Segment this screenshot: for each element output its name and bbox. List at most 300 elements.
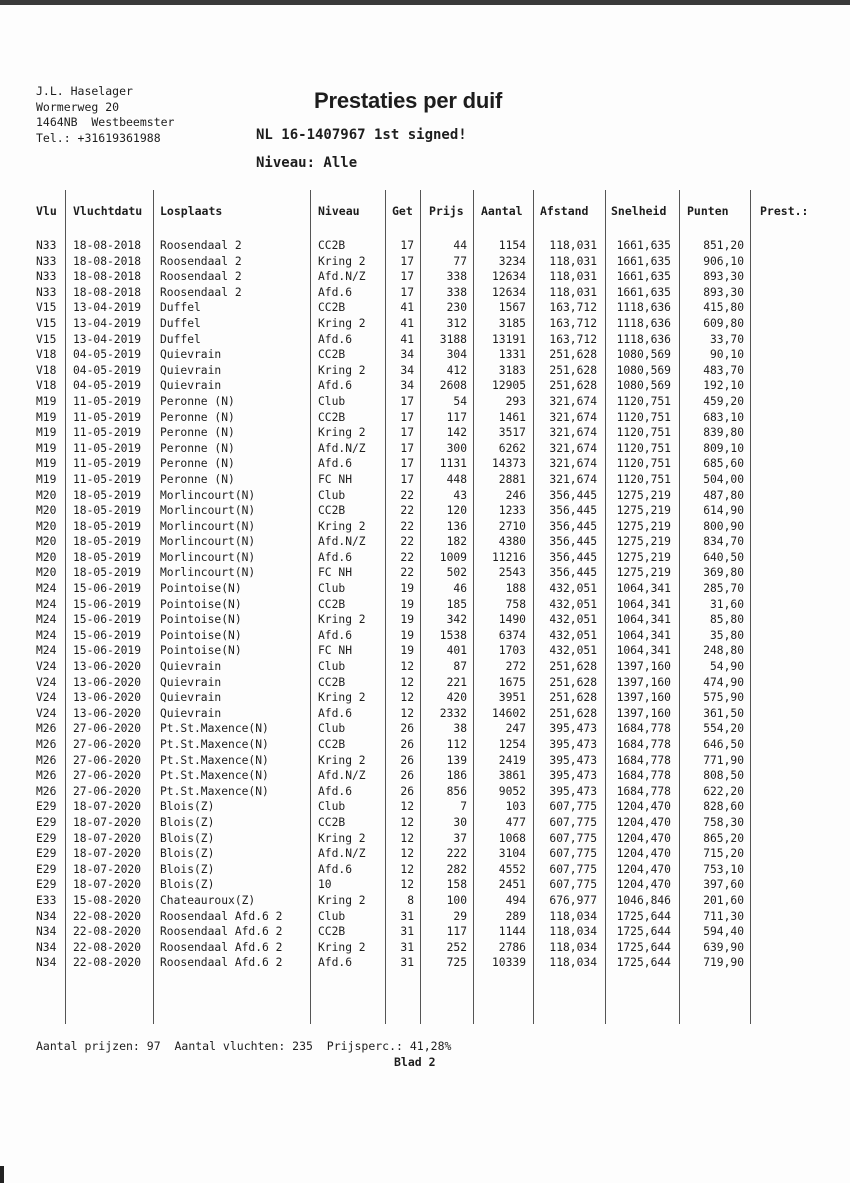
cell-flight-code: N34 [36,940,57,954]
cell-participants: 1567 [498,301,526,315]
cell-points: 285,70 [703,582,744,596]
cell-level: FC NH [318,472,353,486]
cell-points: 851,20 [703,239,744,252]
cell-flight-code: E29 [36,878,57,892]
cell-release-site: Blois(Z) [160,831,215,845]
cell-points: 575,90 [703,691,744,705]
cell-distance: 395,473 [549,784,597,798]
cell-distance: 321,674 [549,426,597,440]
cell-basketed-count: 17 [400,441,414,455]
cell-points: 622,20 [703,784,744,798]
cell-level: CC2B [318,597,346,611]
cell-level: Afd.6 [318,706,353,720]
cell-release-site: Duffel [160,301,201,315]
cell-basketed-count: 12 [400,675,414,689]
cell-flight-date: 22-08-2020 [73,940,142,954]
table-row [0,441,850,457]
cell-flight-date: 13-06-2020 [73,706,142,720]
table-row [0,690,850,706]
cell-prize-rank: 338 [446,285,467,299]
table-row [0,737,850,753]
header-aantal: Aantal [481,204,523,218]
cell-prize-rank: 412 [446,363,467,377]
cell-level: Club [318,722,346,736]
level-filter: Niveau: Alle [256,155,358,171]
cell-participants: 12634 [491,285,526,299]
cell-participants: 3861 [498,769,526,783]
cell-participants: 758 [505,597,526,611]
cell-level: Afd.N/Z [318,535,366,549]
table-row [0,815,850,831]
cell-participants: 12634 [491,270,526,284]
cell-flight-date: 11-05-2019 [73,441,142,455]
cell-flight-code: E33 [36,893,57,907]
table-row [0,332,850,348]
table-row [0,425,850,441]
cell-flight-code: M20 [36,550,57,564]
cell-distance: 118,034 [549,956,597,970]
cell-flight-code: E29 [36,862,57,876]
cell-points: 828,60 [703,800,744,814]
owner-address [36,84,174,146]
cell-release-site: Morlincourt(N) [160,535,256,549]
cell-flight-code: V18 [36,348,57,362]
cell-points: 192,10 [703,379,744,393]
cell-points: 554,20 [703,722,744,736]
cell-prize-rank: 725 [446,956,467,970]
cell-level: Afd.6 [318,285,353,299]
cell-flight-code: V24 [36,706,57,720]
cell-participants: 494 [505,893,526,907]
cell-basketed-count: 26 [400,753,414,767]
cell-basketed-count: 17 [400,394,414,408]
cell-level: Afd.N/Z [318,847,366,861]
cell-flight-date: 11-05-2019 [73,472,142,486]
table-row [0,254,850,270]
cell-speed: 1275,219 [616,550,671,564]
cell-release-site: Peronne (N) [160,426,235,440]
results-table [0,238,850,971]
cell-flight-code: E29 [36,800,57,814]
cell-flight-date: 18-05-2019 [73,535,142,549]
cell-level: CC2B [318,738,346,751]
cell-basketed-count: 34 [400,363,414,377]
cell-level: Kring 2 [318,519,366,533]
cell-distance: 251,628 [549,691,597,705]
cell-participants: 103 [505,800,526,814]
cell-prize-rank: 2608 [439,379,467,393]
cell-flight-code: V24 [36,675,57,689]
cell-flight-code: V24 [36,660,57,674]
cell-distance: 321,674 [549,441,597,455]
table-row [0,706,850,722]
cell-basketed-count: 31 [400,925,414,939]
cell-basketed-count: 34 [400,348,414,362]
cell-flight-date: 27-06-2020 [73,738,142,751]
cell-basketed-count: 22 [400,550,414,564]
cell-flight-code: E29 [36,847,57,861]
cell-flight-date: 13-06-2020 [73,691,142,705]
cell-speed: 1120,751 [616,394,671,408]
cell-participants: 272 [505,660,526,674]
cell-speed: 1661,635 [616,254,671,268]
cell-prize-rank: 30 [453,815,467,829]
cell-speed: 1275,219 [616,535,671,549]
cell-level: CC2B [318,348,346,362]
cell-distance: 251,628 [549,379,597,393]
owner-name: J.L. Haselager [36,84,133,98]
cell-release-site: Quievrain [160,379,222,393]
cell-distance: 356,445 [549,550,597,564]
cell-basketed-count: 12 [400,706,414,720]
cell-speed: 1397,160 [616,675,671,689]
cell-flight-code: M24 [36,644,57,658]
cell-speed: 1725,644 [616,925,671,939]
cell-distance: 432,051 [549,613,597,627]
cell-prize-rank: 120 [446,504,467,518]
cell-basketed-count: 12 [400,815,414,829]
cell-release-site: Morlincourt(N) [160,566,256,580]
cell-speed: 1204,470 [616,862,671,876]
table-row [0,550,850,566]
cell-points: 614,90 [703,504,744,518]
cell-prize-rank: 100 [446,893,467,907]
cell-participants: 2786 [498,940,526,954]
cell-basketed-count: 41 [400,316,414,330]
table-row [0,269,850,285]
cell-points: 483,70 [703,363,744,377]
cell-basketed-count: 12 [400,831,414,845]
cell-distance: 395,473 [549,769,597,783]
cell-speed: 1080,569 [616,348,671,362]
cell-distance: 356,445 [549,504,597,518]
cell-distance: 251,628 [549,363,597,377]
cell-level: Afd.6 [318,457,353,471]
cell-basketed-count: 17 [400,254,414,268]
cell-basketed-count: 19 [400,628,414,642]
page-number: Blad 2 [394,1055,436,1069]
cell-flight-code: M24 [36,613,57,627]
cell-distance: 163,712 [549,301,597,315]
cell-distance: 356,445 [549,535,597,549]
cell-prize-rank: 117 [446,410,467,424]
cell-prize-rank: 182 [446,535,467,549]
table-row [0,347,850,363]
cell-release-site: Chateauroux(Z) [160,893,256,907]
table-row [0,768,850,784]
cell-prize-rank: 1131 [439,457,467,471]
cell-participants: 6262 [498,441,526,455]
cell-flight-code: N34 [36,925,57,939]
cell-level: Afd.N/Z [318,441,366,455]
cell-speed: 1725,644 [616,940,671,954]
cell-participants: 6374 [498,628,526,642]
cell-participants: 12905 [491,379,526,393]
cell-speed: 1684,778 [616,722,671,736]
cell-points: 594,40 [703,925,744,939]
cell-points: 487,80 [703,488,744,502]
cell-flight-code: N33 [36,270,57,284]
owner-street: Wormerweg 20 [36,99,120,114]
table-row [0,955,850,971]
cell-release-site: Roosendaal 2 [160,285,242,299]
cell-basketed-count: 26 [400,769,414,783]
header-get: Get [392,204,413,218]
table-row [0,472,850,488]
cell-release-site: Roosendaal 2 [160,270,242,284]
cell-basketed-count: 26 [400,722,414,736]
cell-level: CC2B [318,239,346,252]
cell-speed: 1204,470 [616,847,671,861]
cell-prize-rank: 448 [446,472,467,486]
cell-points: 865,20 [703,831,744,845]
cell-basketed-count: 17 [400,457,414,471]
cell-speed: 1064,341 [616,644,671,658]
cell-distance: 607,775 [549,815,597,829]
cell-release-site: Quievrain [160,363,222,377]
cell-participants: 1490 [498,613,526,627]
cell-flight-code: M20 [36,488,57,502]
table-row [0,893,850,909]
cell-release-site: Peronne (N) [160,410,235,424]
cell-flight-date: 18-05-2019 [73,519,142,533]
cell-speed: 1064,341 [616,613,671,627]
cell-flight-date: 18-08-2018 [73,270,142,284]
table-row [0,285,850,301]
cell-distance: 395,473 [549,722,597,736]
cell-participants: 247 [505,722,526,736]
cell-prize-rank: 1538 [439,628,467,642]
cell-basketed-count: 31 [400,956,414,970]
cell-points: 906,10 [703,254,744,268]
cell-level: Kring 2 [318,831,366,845]
cell-release-site: Peronne (N) [160,441,235,455]
cell-participants: 4552 [498,862,526,876]
cell-points: 90,10 [709,348,744,362]
cell-prize-rank: 158 [446,878,467,892]
cell-points: 369,80 [703,566,744,580]
cell-flight-date: 27-06-2020 [73,769,142,783]
cell-participants: 4380 [498,535,526,549]
table-row [0,659,850,675]
cell-flight-date: 22-08-2020 [73,956,142,970]
table-row [0,831,850,847]
cell-flight-date: 27-06-2020 [73,784,142,798]
cell-distance: 118,034 [549,909,597,923]
cell-points: 771,90 [703,753,744,767]
cell-distance: 607,775 [549,862,597,876]
cell-basketed-count: 17 [400,410,414,424]
cell-prize-rank: 112 [446,738,467,751]
cell-participants: 3185 [498,316,526,330]
cell-release-site: Pt.St.Maxence(N) [160,722,269,736]
cell-flight-date: 18-07-2020 [73,800,142,814]
cell-participants: 2451 [498,878,526,892]
cell-prize-rank: 139 [446,753,467,767]
cell-level: Kring 2 [318,426,366,440]
table-row [0,643,850,659]
cell-prize-rank: 29 [453,909,467,923]
cell-participants: 1703 [498,644,526,658]
table-row [0,784,850,800]
cell-speed: 1397,160 [616,660,671,674]
cell-speed: 1725,644 [616,956,671,970]
cell-speed: 1684,778 [616,784,671,798]
cell-flight-date: 18-07-2020 [73,831,142,845]
header-afstand: Afstand [540,204,589,218]
cell-points: 474,90 [703,675,744,689]
cell-level: Club [318,800,346,814]
cell-participants: 1144 [498,925,526,939]
cell-speed: 1275,219 [616,488,671,502]
cell-basketed-count: 31 [400,940,414,954]
cell-participants: 2710 [498,519,526,533]
cell-points: 808,50 [703,769,744,783]
cell-level: CC2B [318,815,346,829]
cell-flight-date: 18-08-2018 [73,285,142,299]
cell-basketed-count: 22 [400,519,414,533]
cell-release-site: Blois(Z) [160,847,215,861]
table-row [0,316,850,332]
cell-participants: 10339 [491,956,526,970]
cell-flight-code: M24 [36,628,57,642]
cell-flight-code: M20 [36,519,57,533]
cell-release-site: Quievrain [160,675,222,689]
cell-speed: 1397,160 [616,706,671,720]
cell-basketed-count: 17 [400,472,414,486]
cell-flight-code: N33 [36,285,57,299]
cell-prize-rank: 282 [446,862,467,876]
cell-basketed-count: 31 [400,909,414,923]
cell-level: Kring 2 [318,893,366,907]
cell-distance: 432,051 [549,628,597,642]
cell-release-site: Morlincourt(N) [160,550,256,564]
cell-prize-rank: 222 [446,847,467,861]
cell-basketed-count: 41 [400,332,414,346]
cell-points: 809,10 [703,441,744,455]
cell-participants: 9052 [498,784,526,798]
cell-distance: 118,031 [549,285,597,299]
cell-release-site: Roosendaal Afd.6 2 [160,956,283,970]
cell-points: 834,70 [703,535,744,549]
cell-points: 85,80 [709,613,744,627]
cell-distance: 321,674 [549,410,597,424]
cell-level: Kring 2 [318,363,366,377]
cell-distance: 356,445 [549,488,597,502]
cell-release-site: Pointoise(N) [160,582,242,596]
table-row [0,238,850,254]
cell-flight-code: M19 [36,457,57,471]
cell-speed: 1120,751 [616,441,671,455]
cell-speed: 1118,636 [616,316,671,330]
cell-prize-rank: 420 [446,691,467,705]
table-row [0,503,850,519]
scan-top-edge [0,0,850,5]
cell-distance: 607,775 [549,878,597,892]
cell-flight-code: V15 [36,301,57,315]
cell-speed: 1275,219 [616,519,671,533]
cell-release-site: Peronne (N) [160,457,235,471]
cell-basketed-count: 12 [400,800,414,814]
cell-distance: 321,674 [549,472,597,486]
cell-speed: 1120,751 [616,472,671,486]
cell-level: Afd.6 [318,784,353,798]
cell-flight-code: M24 [36,597,57,611]
cell-flight-code: M20 [36,504,57,518]
cell-flight-code: M26 [36,738,57,751]
cell-speed: 1661,635 [616,270,671,284]
cell-prize-rank: 142 [446,426,467,440]
cell-prize-rank: 312 [446,316,467,330]
cell-release-site: Roosendaal Afd.6 2 [160,909,283,923]
cell-flight-date: 15-06-2019 [73,644,142,658]
cell-speed: 1204,470 [616,815,671,829]
table-row [0,675,850,691]
cell-distance: 432,051 [549,597,597,611]
cell-release-site: Pt.St.Maxence(N) [160,784,269,798]
cell-release-site: Quievrain [160,660,222,674]
cell-flight-date: 13-06-2020 [73,660,142,674]
cell-level: Afd.6 [318,956,353,970]
table-row [0,581,850,597]
cell-flight-code: N33 [36,239,57,252]
cell-points: 415,80 [703,301,744,315]
cell-flight-date: 18-08-2018 [73,254,142,268]
cell-flight-date: 13-06-2020 [73,675,142,689]
cell-flight-code: E29 [36,815,57,829]
cell-flight-code: M26 [36,784,57,798]
cell-basketed-count: 12 [400,862,414,876]
cell-speed: 1725,644 [616,909,671,923]
cell-prize-rank: 186 [446,769,467,783]
cell-prize-rank: 87 [453,660,467,674]
cell-release-site: Pointoise(N) [160,644,242,658]
cell-level: FC NH [318,566,353,580]
cell-flight-date: 13-04-2019 [73,316,142,330]
cell-participants: 1461 [498,410,526,424]
cell-prize-rank: 1009 [439,550,467,564]
cell-speed: 1684,778 [616,738,671,751]
cell-points: 640,50 [703,550,744,564]
cell-distance: 163,712 [549,332,597,346]
cell-basketed-count: 17 [400,426,414,440]
table-row [0,410,850,426]
cell-points: 839,80 [703,426,744,440]
cell-distance: 321,674 [549,457,597,471]
cell-level: CC2B [318,301,346,315]
header-prijs: Prijs [429,204,464,218]
cell-release-site: Peronne (N) [160,472,235,486]
cell-participants: 3517 [498,426,526,440]
cell-prize-rank: 502 [446,566,467,580]
cell-prize-rank: 77 [453,254,467,268]
cell-level: 10 [318,878,332,892]
table-row [0,488,850,504]
cell-points: 685,60 [703,457,744,471]
cell-speed: 1064,341 [616,628,671,642]
cell-points: 893,30 [703,270,744,284]
cell-speed: 1397,160 [616,691,671,705]
table-row [0,394,850,410]
cell-level: Club [318,660,346,674]
cell-points: 715,20 [703,847,744,861]
cell-basketed-count: 12 [400,660,414,674]
cell-basketed-count: 17 [400,239,414,252]
cell-release-site: Pointoise(N) [160,597,242,611]
cell-speed: 1204,470 [616,878,671,892]
cell-release-site: Duffel [160,332,201,346]
cell-distance: 163,712 [549,316,597,330]
